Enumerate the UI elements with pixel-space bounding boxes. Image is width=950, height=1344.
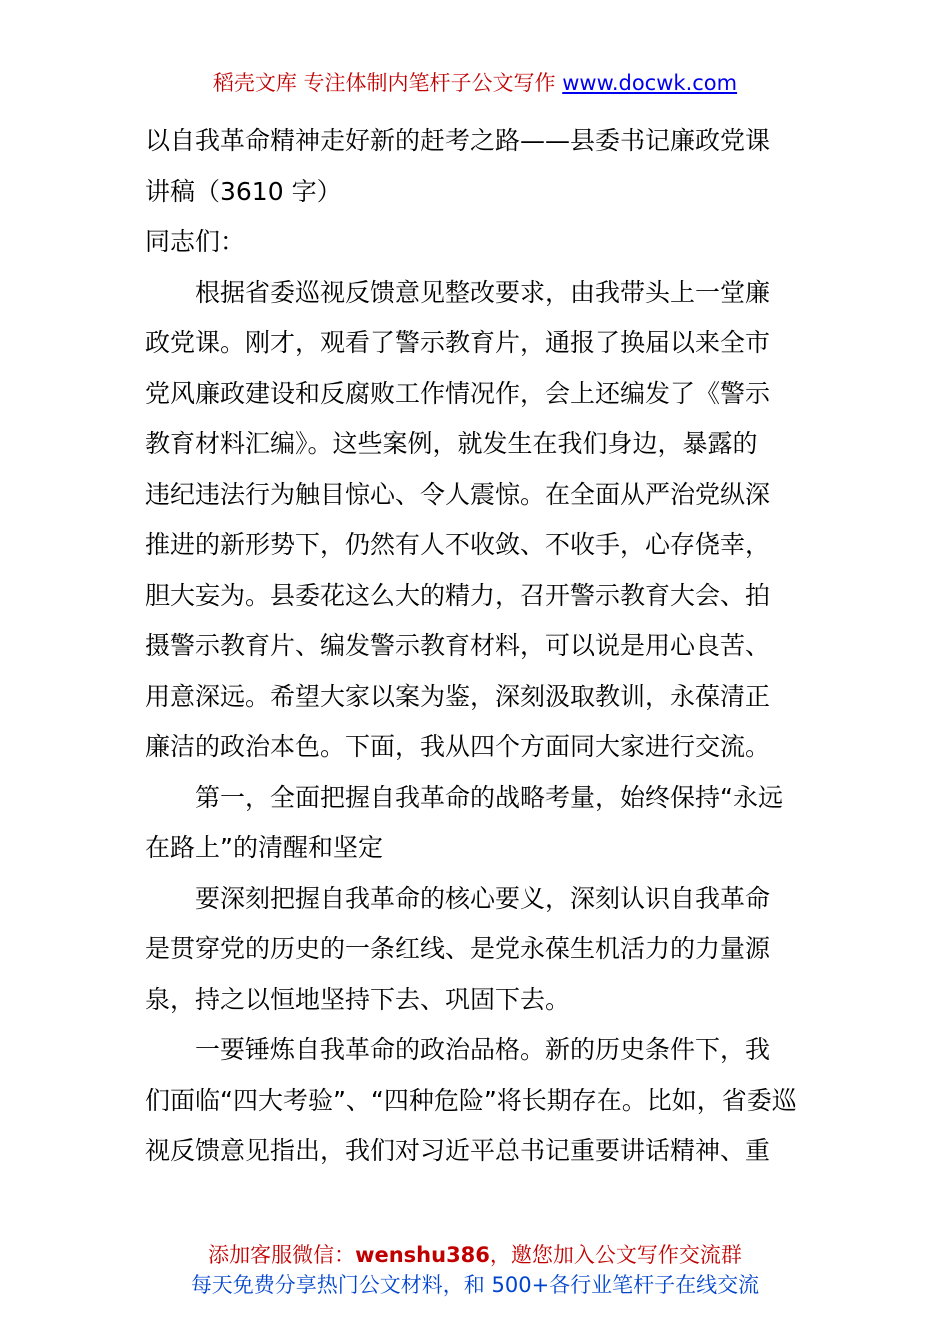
paragraph-line: 教育材料汇编》。这些案例，就发生在我们身边，暴露的 [145, 429, 758, 458]
section-heading-line: 在路上”的清醒和坚定 [145, 833, 383, 862]
paragraph-line: 摄警示教育片、编发警示教育材料，可以说是用心良苦、 [145, 631, 771, 660]
promo-footer [0, 1240, 950, 1300]
title-line-1: 以自我革命精神走好新的赶考之路——县委书记廉政党课 [145, 126, 771, 155]
footer-suffix: ，邀您加入公文写作交流群 [489, 1243, 742, 1267]
footer-line-2: 每天免费分享热门公文材料，和 500+各行业笔杆子在线交流 [190, 1273, 760, 1297]
paragraph-line: 党风廉政建设和反腐败工作情况作，会上还编发了《警示 [145, 378, 771, 408]
paragraph-line: 违纪违法行为触目惊心、令人震惊。在全面从严治党纵深 [145, 479, 771, 509]
paragraph-line: 政党课。刚才，观看了警示教育片，通报了换届以来全市 [145, 328, 771, 357]
footer-line-1 [0, 1240, 950, 1270]
paragraph-line: 是贯穿党的历史的一条红线、是党永葆生机活力的力量源 [145, 934, 771, 963]
wechat-id: wenshu386 [355, 1243, 490, 1267]
paragraph-line: 视反馈意见指出，我们对习近平总书记重要讲话精神、重 [145, 1136, 771, 1165]
header-url-link[interactable]: www.docwk.com [562, 71, 738, 95]
header-text: 稻壳文库 专注体制内笔杆子公文写作 [212, 71, 563, 95]
paragraph-line: 一要锤炼自我革命的政治品格。新的历史条件下，我 [195, 1035, 771, 1064]
paragraph-line: 根据省委巡视反馈意见整改要求，由我带头上一堂廉 [195, 277, 771, 307]
salutation: 同志们： [145, 227, 246, 256]
watermark-header [0, 66, 950, 100]
section-heading-line: 第一，全面把握自我革命的战略考量，始终保持“永远 [195, 782, 783, 812]
paragraph-line: 廉洁的政治本色。下面，我从四个方面同大家进行交流。 [145, 732, 771, 761]
paragraph-line: 们面临“四大考验”、“四种危险”将长期存在。比如，省委巡 [145, 1085, 797, 1115]
paragraph-line: 推进的新形势下，仍然有人不收敛、不收手，心存侥幸， [145, 530, 771, 559]
footer-prefix: 添加客服微信： [208, 1243, 356, 1267]
paragraph-line: 要深刻把握自我革命的核心要义，深刻认识自我革命 [195, 883, 771, 913]
title-line-2: 讲稿（3610 字） [145, 176, 342, 206]
paragraph-line: 泉，持之以恒地坚持下去、巩固下去。 [145, 984, 571, 1014]
paragraph-line: 胆大妄为。县委花这么大的精力，召开警示教育大会、拍 [145, 580, 771, 610]
document-body [145, 116, 807, 1177]
paragraph-line: 用意深远。希望大家以案为鉴，深刻汲取教训，永葆清正 [145, 681, 771, 711]
